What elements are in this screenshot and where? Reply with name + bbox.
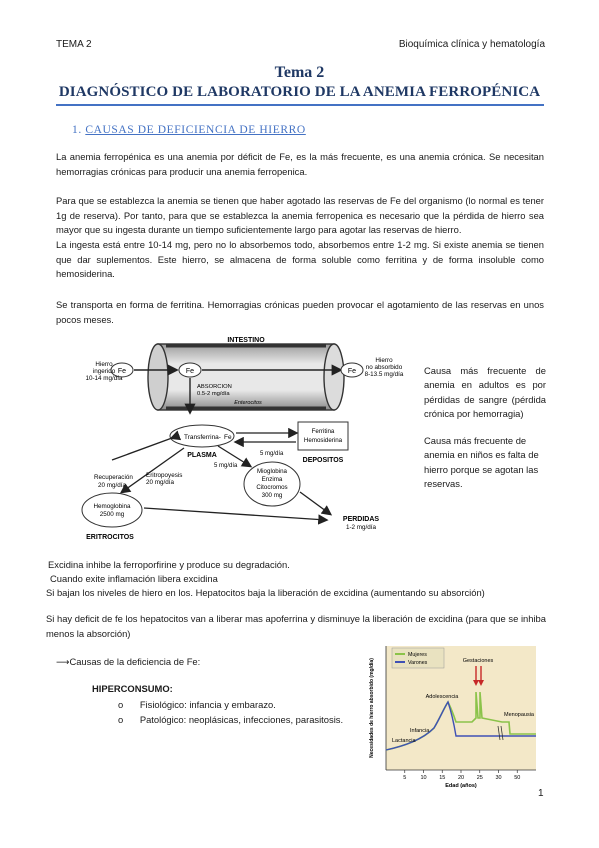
hierro-ingerido-1: Hierro	[95, 361, 113, 368]
eritrocitos-label: ERITROCITOS	[86, 534, 134, 541]
annot-infancia: Infancia	[410, 728, 430, 734]
ferritina-2: Hemosiderina	[303, 437, 343, 444]
x-tick-label: 20	[457, 775, 465, 781]
hierro-no-abs-3: 8-13.5 mg/día	[364, 371, 404, 378]
hierro-no-abs-2: no absorbido	[365, 364, 403, 371]
transferrina-fe: Fe	[224, 434, 232, 441]
cause-item-1-text: Fisiológico: infancia y embarazo.	[139, 699, 276, 710]
page-title: Tema 2	[274, 64, 325, 81]
line-excidina-1: Excidina inhibe la ferroporfirine y produce su degradación.	[48, 559, 290, 570]
flow-5a: 5 mg/día	[260, 451, 284, 457]
fe-in-label: Fe	[117, 368, 127, 375]
hemoglobina-1: Hemoglobina	[93, 503, 131, 510]
section-heading	[72, 124, 306, 136]
x-tick-label: 30	[495, 775, 502, 781]
mioglobina-1: Mioglobina	[257, 468, 287, 475]
recuperacion-1: Recuperación	[94, 474, 133, 481]
mioglobina-3: Citocromos	[256, 484, 288, 491]
iron-metabolism-diagram	[76, 332, 416, 544]
hiperconsumo-heading: HIPERCONSUMO:	[92, 683, 173, 694]
annot-menopausia: Menopausia	[504, 712, 534, 718]
recuperacion-2: 20 mg/día	[98, 482, 127, 489]
line-excidina-4: Si hay deficit de fe los hepatocitos van a liberar mas apoferrina y disminuye la liberación de excidina (para que se inhiba menos la absorción)	[46, 613, 546, 639]
perdidas-label: PERDIDAS	[342, 516, 380, 523]
mioglobina-2: Enzima	[261, 476, 283, 483]
side-note-children: Causa más frecuente de anemia en niños es falta de hierro porque se agotan las reservas.	[424, 435, 539, 490]
legend-varones: Varones	[408, 660, 428, 666]
fe-out-label: Fe	[347, 368, 357, 375]
absorcion-2: 0.5-2 mg/día	[197, 391, 230, 397]
cause-item-1	[118, 698, 276, 713]
header-left: TEMA 2	[56, 39, 92, 50]
hemoglobina-2: 2500 mg	[99, 511, 125, 518]
page-number: 1	[538, 788, 544, 799]
mioglobina-4: 300 mg	[261, 492, 283, 499]
x-tick-label: 50	[514, 775, 521, 781]
annot-gestaciones: Gestaciones	[462, 658, 494, 664]
chart-x-ticks	[403, 770, 520, 781]
depositos-label: DEPOSITOS	[302, 457, 344, 464]
side-note-adults: Causa más frecuente de anemia en adultos es por pérdidas de sangre (pérdida crónica por hemorragia)	[424, 365, 546, 420]
intestino-label: INTESTINO	[227, 337, 265, 344]
x-tick-label: 5	[403, 775, 407, 781]
annot-adolescencia: Adolescencia	[425, 694, 459, 700]
section-title: CAUSAS DE DEFICIENCIA DE HIERRO	[85, 124, 306, 136]
bullet: o	[118, 714, 124, 725]
x-tick-label: 25	[476, 775, 483, 781]
hierro-no-abs-1: Hierro	[375, 357, 393, 364]
paragraph-4: Se transporta en forma de ferritina. Hemorragias crónicas pueden provocar el agotamiento de las reservas en unos pocos meses.	[56, 299, 544, 325]
page-subtitle: DIAGNÓSTICO DE LABORATORIO DE LA ANEMIA FERROPÉNICA	[58, 84, 541, 100]
enterocitos-label: Enterocitos	[234, 400, 262, 406]
transferrina-label: Transferrina-	[184, 434, 221, 441]
cause-item-2-text: Patológico: neoplásicas, infecciones, parasitosis.	[139, 714, 344, 725]
legend-mujeres: Mujeres	[408, 652, 427, 658]
eritropoyesis-1: Eritropoyesis	[146, 472, 183, 479]
absorcion-1: ABSORCION	[197, 384, 232, 390]
iron-requirement-chart	[364, 642, 544, 790]
x-tick-label: 15	[439, 775, 446, 781]
bullet: o	[118, 699, 124, 710]
ferritina-1: Ferritina	[311, 428, 335, 435]
paragraph-2: Para que se establezca la anemia se tienen que haber agotado las reservas de Fe del organismo (lo normal es tener 1g de reserva). Por tanto, para que se establezca la anemia ferropenica es necesario que la pérdida de hierro sea mayor que su ingesta durante un tiempo suficientemente largo para agotar las reservas de hierro.	[56, 195, 544, 236]
eritropoyesis-2: 20 mg/día	[146, 479, 175, 486]
header-right: Bioquímica clínica y hematología	[398, 39, 545, 50]
fe-intestine-label: Fe	[185, 368, 195, 375]
section-number: 1.	[72, 124, 82, 136]
causes-heading: ⟶Causas de la deficiencia de Fe:	[56, 656, 201, 667]
plasma-label: PLASMA	[187, 452, 217, 459]
annot-lactancia: Lactancia	[392, 738, 416, 744]
line-excidina-3: Si bajan los niveles de hiero en los. Hepatocitos baja la liberación de excidina (aumentando su absorción)	[46, 587, 485, 598]
chart-xlabel: Edad (años)	[445, 783, 477, 789]
x-tick-label: 10	[420, 775, 427, 781]
hierro-ingerido-2: ingerido	[92, 368, 116, 375]
line-excidina-2: Cuando exite inflamación libera excidina	[50, 573, 218, 584]
flow-5b: 5 mg/día	[214, 463, 238, 469]
hierro-ingerido-3: 10-14 mg/día	[85, 375, 123, 382]
paragraph-3: La ingesta está entre 10-14 mg, pero no lo absorbemos todo, absorbemos entre 1-2 mg. Si existe anemia se tienen que dar suplementos. Este hierro, se almacena de forma soluble como ferritina y de forma insoluble como hemosiderina.	[56, 239, 544, 280]
perdidas-value: 1-2 mg/día	[345, 524, 377, 531]
chart-ylabel: Necesidades de hierro absorbido (mg/día)	[369, 658, 375, 758]
paragraph-1: La anemia ferropénica es una anemia por déficit de Fe, es la más frecuente, es una anemia crónica. Se necesitan hemorragias crónicas para producir una anemia ferropenica.	[56, 151, 544, 177]
title-rule	[56, 104, 544, 106]
cause-item-2	[118, 713, 343, 728]
